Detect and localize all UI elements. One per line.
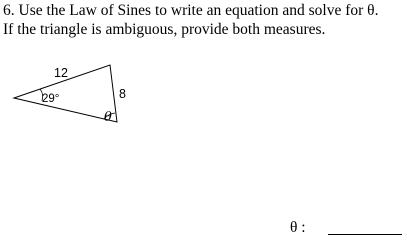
- problem-line-2: If the triangle is ambiguous, provide both measures.: [3, 21, 326, 38]
- angle-label-theta: θ: [104, 110, 112, 125]
- angle-label-29: 29°: [42, 93, 60, 105]
- side-label-8: 8: [119, 87, 126, 101]
- answer-blank-line[interactable]: [328, 234, 402, 235]
- side-label-12: 12: [54, 66, 68, 80]
- problem-line-1: 6. Use the Law of Sines to write an equation and solve for θ.: [3, 2, 379, 19]
- answer-label: θ :: [290, 219, 306, 236]
